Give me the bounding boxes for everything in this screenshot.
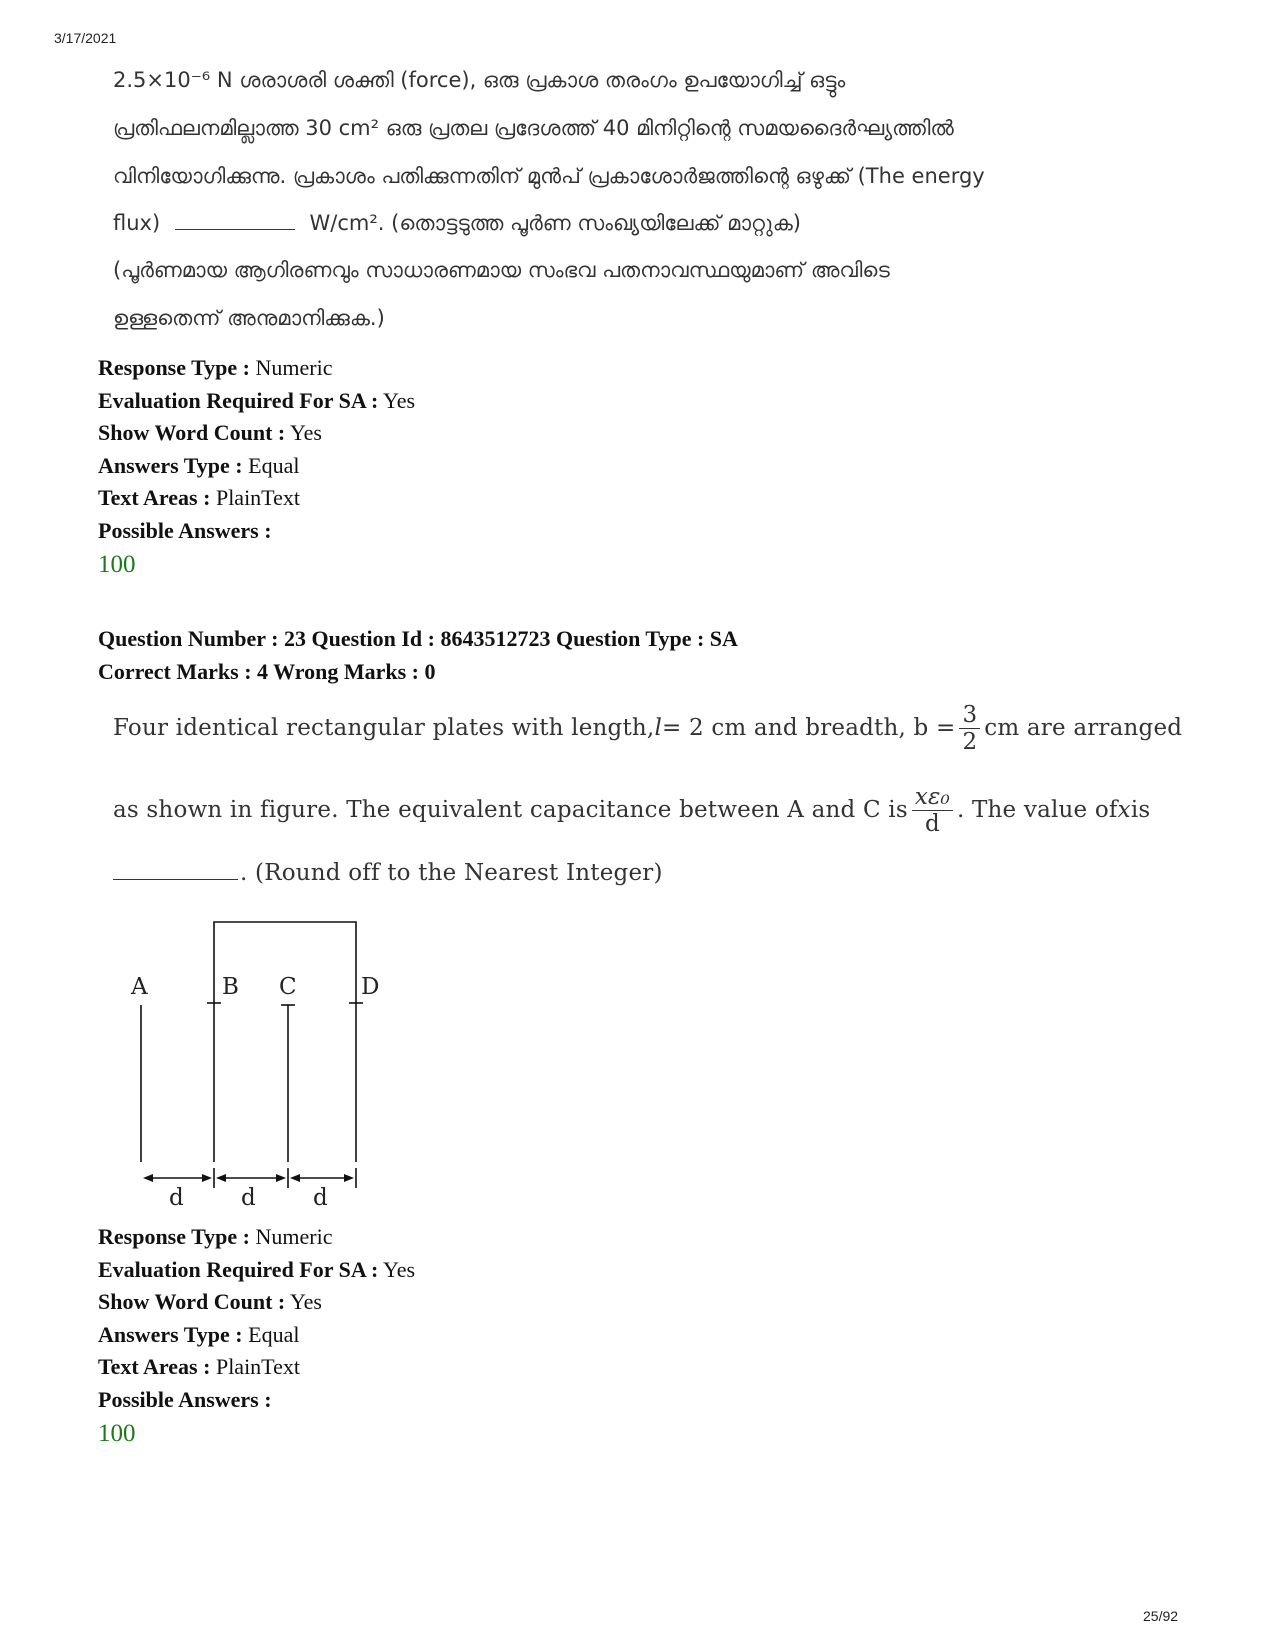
print-date: 3/17/2021 <box>54 30 117 46</box>
q23-line-3: . (Round off to the Nearest Integer) <box>113 860 663 886</box>
q23-line-1: Four identical rectangular plates with length, l = 2 cm and breadth, b = $\frac{3}{2}$ cm are arranged <box>113 701 1183 755</box>
fraction-breadth: $\frac{3}{2}$ <box>959 702 980 755</box>
possible-answers-row: Possible Answers : <box>98 517 272 543</box>
gap-label-bc: d <box>241 1185 256 1211</box>
arrowhead <box>202 1174 212 1182</box>
text-areas-row: Text Areas : PlainText <box>98 485 300 510</box>
possible-answers-row: Possible Answers : <box>98 1386 272 1412</box>
word-count-row: Show Word Count : Yes <box>98 1289 322 1314</box>
q23-heading <box>98 623 738 688</box>
answer-blank <box>175 229 295 230</box>
evaluation-row: Evaluation Required For SA : Yes <box>98 1256 416 1282</box>
q22-meta <box>98 352 415 582</box>
capacitor-plates-figure <box>110 910 410 1220</box>
gap-label-cd: d <box>313 1185 328 1211</box>
response-type-row: Response Type : Numeric <box>98 1224 333 1249</box>
arrowhead <box>143 1174 153 1182</box>
evaluation-row: Evaluation Required For SA : Yes <box>98 387 416 413</box>
arrowhead <box>344 1174 354 1182</box>
q22-line: പ്രതിഫലനമില്ലാത്ത 30 cm² ഒരു പ്രതല പ്രദേശത്ത് 40 മിനിറ്റിന്റെ സമയദൈർഘ്യത്തിൽ <box>113 116 954 140</box>
answer-blank <box>113 879 238 880</box>
gap-label-ab: d <box>169 1185 184 1211</box>
arrowhead <box>276 1174 286 1182</box>
page-number: 25/92 <box>1143 1608 1179 1624</box>
q22-line-end: W/cm². (തൊട്ടടുത്ത പൂർണ സംഖ്യയിലേക്ക് മാറ്റുക) <box>309 211 801 235</box>
q22-line: വിനിയോഗിക്കുന്നു. പ്രകാശം പതിക്കുന്നതിന് മുൻപ് പ്രകാശോർജത്തിന്റെ ഒഴുക്ക് (The energy <box>113 164 985 188</box>
q22-line-start: flux) <box>113 211 161 235</box>
answers-type-row: Answers Type : Equal <box>98 1321 300 1347</box>
q23-line-2: as shown in figure. The equivalent capacitance between A and C is $\frac{\text{xε₀}}{d}$ . The value of x is <box>113 783 1151 837</box>
possible-answer-value: 100 <box>98 1420 136 1447</box>
question-info: Question Number : 23 Question Id : 8643512723 Question Type : SA <box>98 626 738 651</box>
arrowhead <box>216 1174 226 1182</box>
arrowhead <box>290 1174 300 1182</box>
plate-label-b: B <box>222 974 239 1000</box>
word-count-row: Show Word Count : Yes <box>98 420 322 445</box>
q22-line: ഉള്ളതെന്ന് അനുമാനിക്കുക.) <box>113 306 385 330</box>
plate-label-d: D <box>361 974 380 1000</box>
response-type-row: Response Type : Numeric <box>98 355 333 380</box>
marks-info: Correct Marks : 4 Wrong Marks : 0 <box>98 658 436 684</box>
possible-answer-value: 100 <box>98 551 136 578</box>
plate-label-c: C <box>279 974 297 1000</box>
q22-line <box>113 211 801 236</box>
answers-type-row: Answers Type : Equal <box>98 452 300 478</box>
text-areas-row: Text Areas : PlainText <box>98 1354 300 1379</box>
q22-line: (പൂർണമായ ആഗിരണവും സാധാരണമായ സംഭവ പതനാവസ്ഥയുമാണ് അവിടെ <box>113 258 890 282</box>
plate-label-a: A <box>131 974 148 1000</box>
q23-meta <box>98 1221 415 1451</box>
q22-line: 2.5×10⁻⁶ N ശരാശരി ശക്തി (force), ഒരു പ്രകാശ തരംഗം ഉപയോഗിച്ച് ഒട്ടും <box>113 68 846 92</box>
fraction-capacitance: $\frac{\text{xε₀}}{d}$ <box>912 784 953 837</box>
